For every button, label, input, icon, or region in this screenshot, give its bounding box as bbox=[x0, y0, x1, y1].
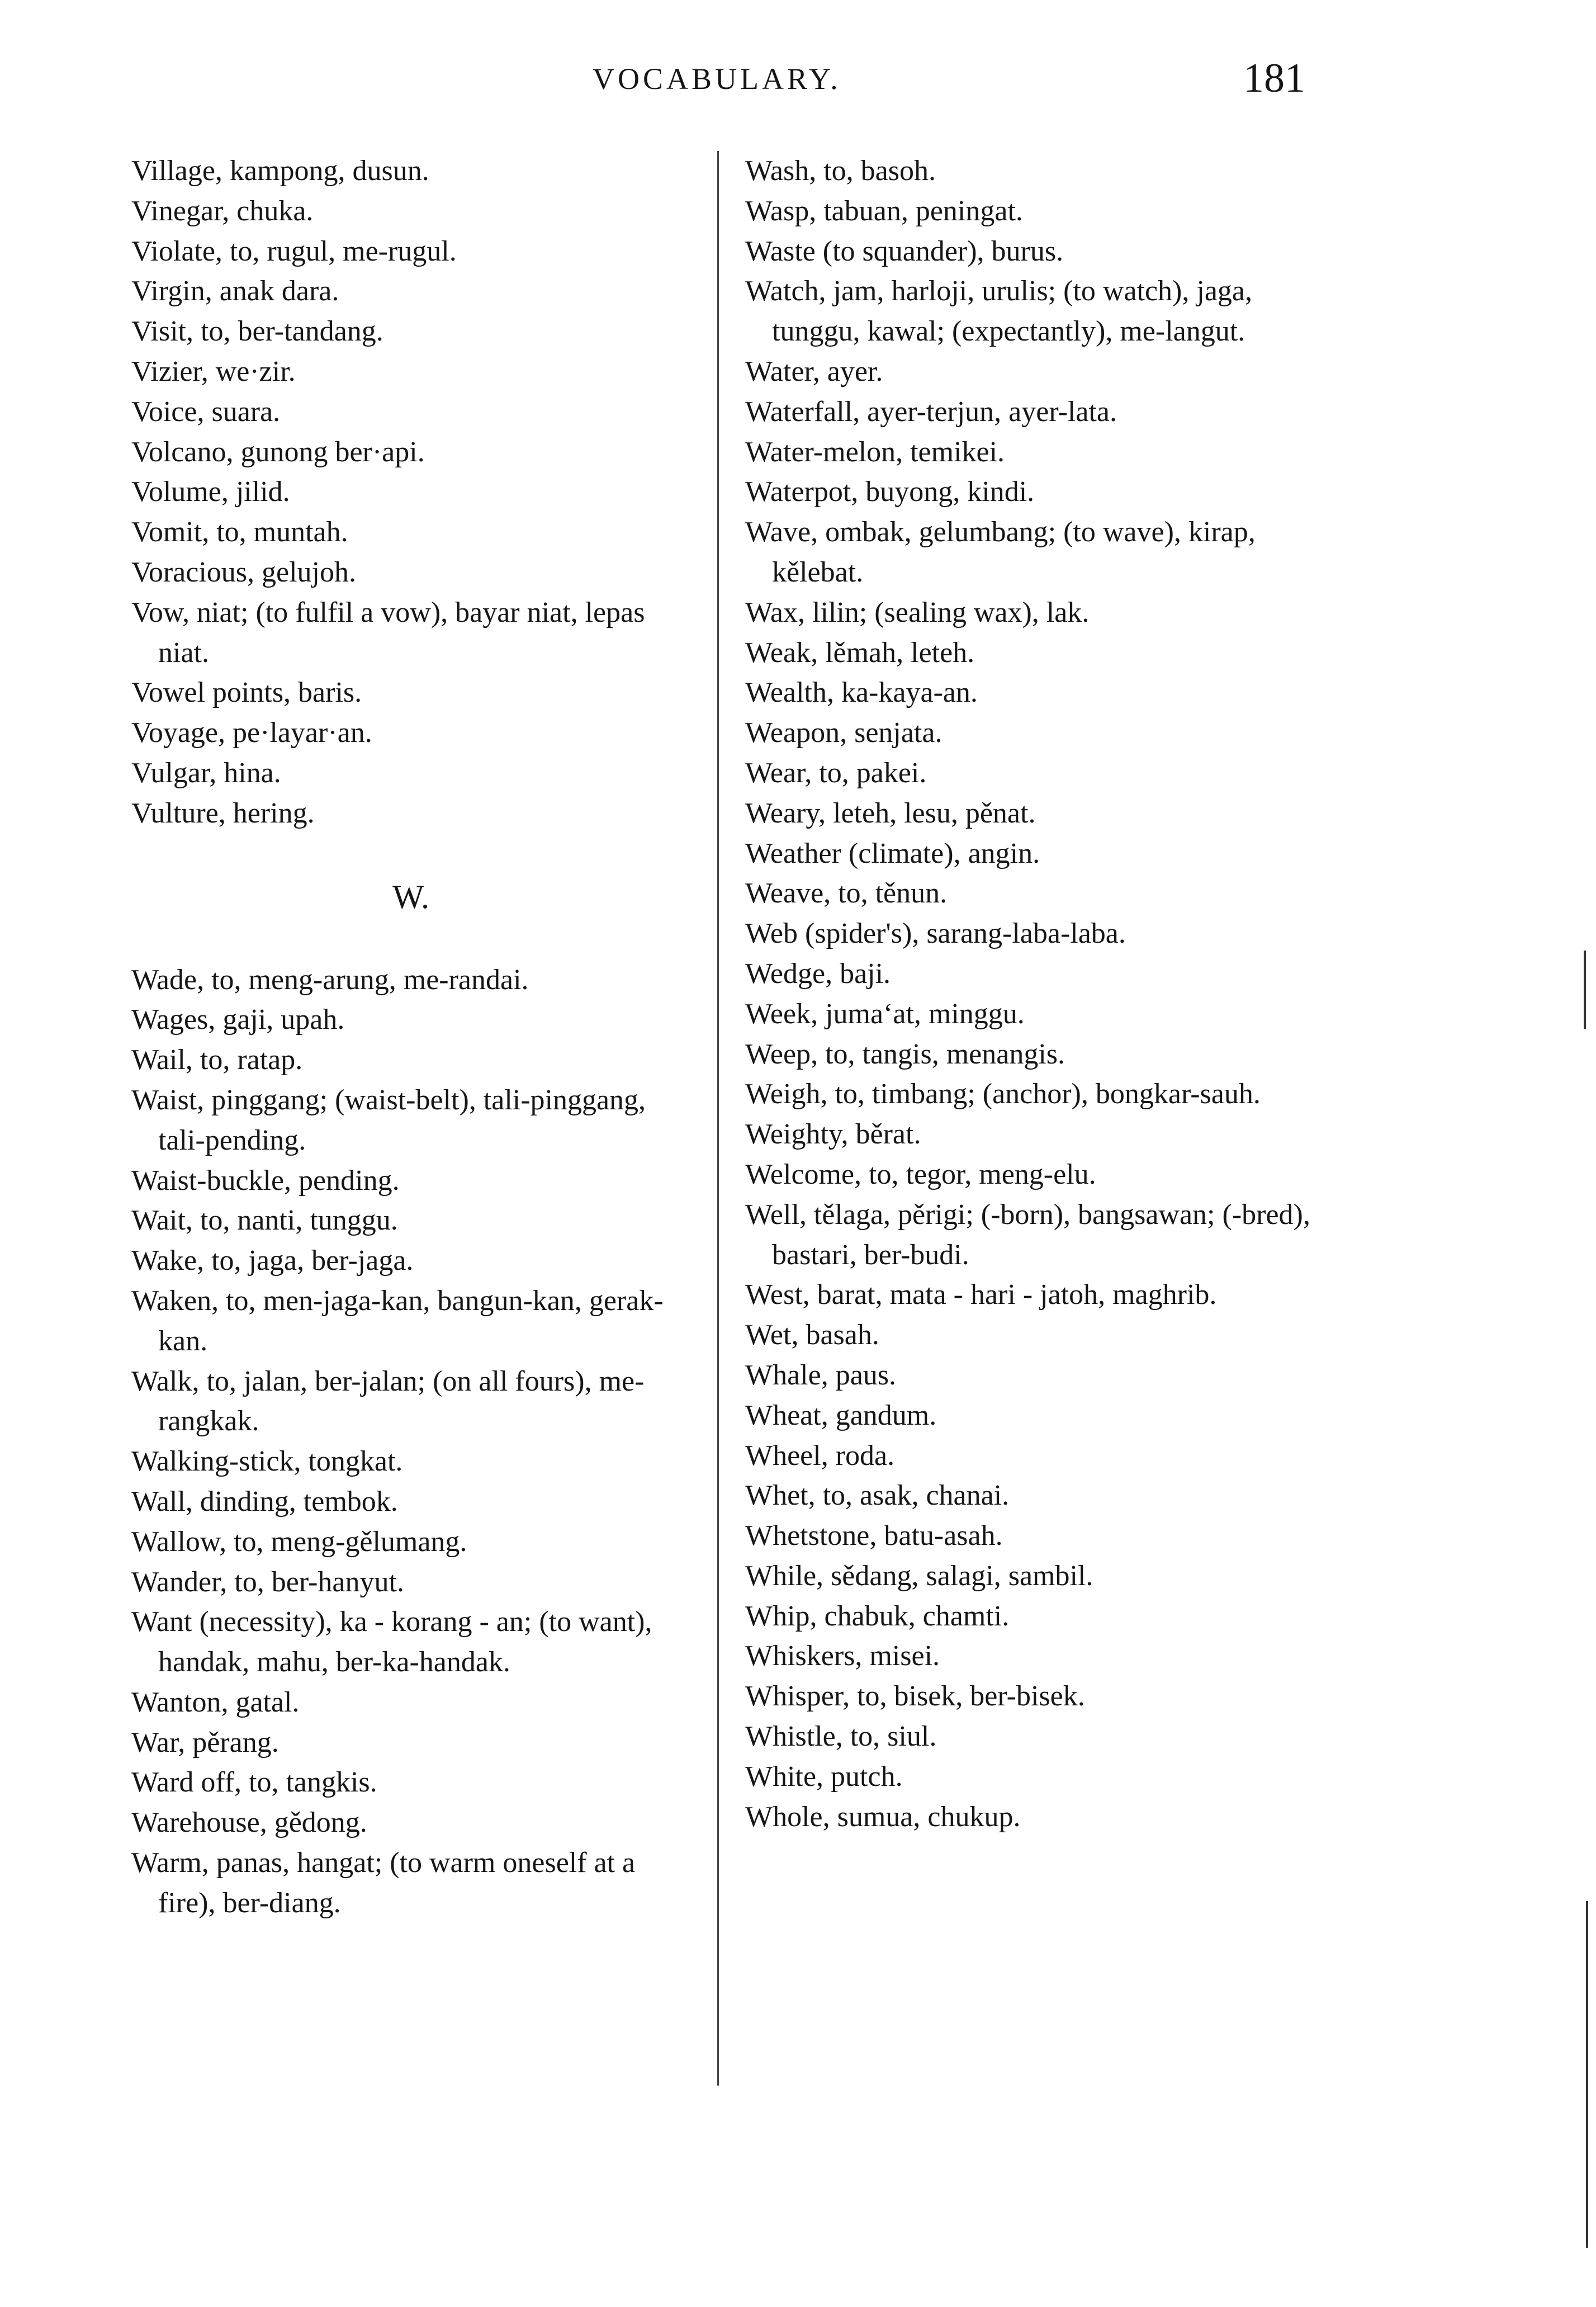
entry-weather: Weather (climate), angin. bbox=[745, 837, 1040, 869]
entry-wallow: Wallow, to, meng-gělumang. bbox=[131, 1525, 467, 1558]
entry-vinegar: Vinegar, chuka. bbox=[131, 195, 314, 227]
entry-wanton: Wanton, gatal. bbox=[131, 1686, 300, 1718]
entry-weave: Weave, to, těnun. bbox=[745, 877, 948, 910]
entry-want: Want (necessity), ka - korang - an; (to want), handak, mahu, ber-ka-handak. bbox=[131, 1606, 652, 1679]
entry-whale: Whale, paus. bbox=[745, 1359, 897, 1391]
entry-water-melon: Water-melon, temikei. bbox=[745, 436, 1005, 468]
right-column bbox=[745, 151, 1327, 1837]
entry-walk: Walk, to, jalan, ber-jalan; (on all fours), me-rangkak. bbox=[131, 1365, 645, 1438]
entry-wear: Wear, to, pakei. bbox=[745, 757, 927, 789]
entry-weep: Weep, to, tangis, menangis. bbox=[745, 1038, 1065, 1070]
entry-whistle: Whistle, to, siul. bbox=[745, 1720, 937, 1753]
entry-waste: Waste (to squander), burus. bbox=[745, 235, 1064, 267]
entry-volcano: Volcano, gunong ber·api. bbox=[131, 436, 425, 468]
column-divider bbox=[717, 151, 719, 2086]
entry-waterpot: Waterpot, buyong, kindi. bbox=[745, 476, 1035, 508]
entry-whip: Whip, chabuk, chamti. bbox=[745, 1600, 1010, 1632]
entry-weak: Weak, lěmah, leteh. bbox=[745, 636, 975, 669]
entry-virgin: Virgin, anak dara. bbox=[131, 275, 339, 308]
entry-whole: Whole, sumua, chukup. bbox=[745, 1800, 1021, 1833]
entry-walking-stick: Walking-stick, tongkat. bbox=[131, 1445, 403, 1478]
entry-wake: Wake, to, jaga, ber-jaga. bbox=[131, 1245, 414, 1277]
entry-welcome: Welcome, to, tegor, meng-elu. bbox=[745, 1158, 1096, 1190]
entry-wall: Wall, dinding, tembok. bbox=[131, 1485, 398, 1517]
entry-warehouse: Warehouse, gědong. bbox=[131, 1807, 367, 1839]
entry-whetstone: Whetstone, batu-asah. bbox=[745, 1520, 1003, 1552]
entry-voracious: Voracious, gelujoh. bbox=[131, 556, 356, 588]
entry-wave: Wave, ombak, gelumbang; (to wave), kirap, kělebat. bbox=[745, 516, 1256, 588]
entry-vowel-points: Vowel points, baris. bbox=[131, 677, 362, 709]
entry-waist: Waist, pinggang; (waist-belt), tali-pinggang, tali-pending. bbox=[131, 1084, 646, 1156]
entry-war: War, pěrang. bbox=[131, 1726, 279, 1758]
entry-weigh: Weigh, to, timbang; (anchor), bongkar-sauh. bbox=[745, 1078, 1261, 1110]
left-column bbox=[131, 151, 690, 1923]
entry-whiskers: Whiskers, misei. bbox=[745, 1640, 940, 1672]
entry-wash: Wash, to, basoh. bbox=[745, 155, 936, 187]
entry-wail: Wail, to, ratap. bbox=[131, 1044, 303, 1076]
running-head: VOCABULARY. bbox=[593, 62, 841, 96]
entry-volume: Volume, jilid. bbox=[131, 476, 290, 508]
entry-week: Week, juma‘at, minggu. bbox=[745, 998, 1025, 1030]
entry-wait: Wait, to, nanti, tunggu. bbox=[131, 1204, 398, 1237]
entry-water: Water, ayer. bbox=[745, 355, 883, 387]
entry-wheel: Wheel, roda. bbox=[745, 1439, 895, 1472]
entry-visit: Visit, to, ber-tandang. bbox=[131, 315, 383, 348]
v-entries bbox=[131, 151, 690, 834]
entry-voyage: Voyage, pe·layar·an. bbox=[131, 717, 372, 749]
entry-well: Well, tělaga, pěrigi; (-born), bangsawan; (-bred), bastari, ber-budi. bbox=[745, 1198, 1310, 1271]
entry-waist-buckle: Waist-buckle, pending. bbox=[131, 1164, 400, 1197]
page-edge-mark bbox=[1586, 1901, 1588, 2248]
entry-vizier: Vizier, we·zir. bbox=[131, 355, 296, 387]
entry-wet: Wet, basah. bbox=[745, 1319, 879, 1351]
entry-wealth: Wealth, ka-kaya-an. bbox=[745, 677, 978, 709]
entry-voice: Voice, suara. bbox=[131, 395, 281, 428]
entry-village: Village, kampong, dusun. bbox=[131, 155, 429, 187]
entry-waken: Waken, to, men-jaga-kan, bangun-kan, gerak-kan. bbox=[131, 1284, 664, 1357]
entry-web: Web (spider's), sarang-laba-laba. bbox=[745, 918, 1126, 950]
w-entries-left bbox=[131, 960, 690, 1923]
entry-whet: Whet, to, asak, chanai. bbox=[745, 1479, 1010, 1512]
entry-waterfall: Waterfall, ayer-terjun, ayer-lata. bbox=[745, 395, 1117, 428]
entry-weapon: Weapon, senjata. bbox=[745, 717, 943, 749]
entry-vulgar: Vulgar, hina. bbox=[131, 757, 281, 789]
entry-warm: Warm, panas, hangat; (to warm oneself at a fire), ber-diang. bbox=[131, 1847, 636, 1919]
entry-wages: Wages, gaji, upah. bbox=[131, 1004, 345, 1036]
entry-weighty: Weighty, běrat. bbox=[745, 1118, 921, 1151]
entry-west: West, barat, mata - hari - jatoh, maghrib. bbox=[745, 1279, 1217, 1311]
page-edge-mark bbox=[1584, 951, 1586, 1029]
entry-while: While, sědang, salagi, sambil. bbox=[745, 1559, 1093, 1592]
entry-wasp: Wasp, tabuan, peningat. bbox=[745, 195, 1023, 227]
entry-weary: Weary, leteh, lesu, pěnat. bbox=[745, 797, 1036, 829]
entry-vomit: Vomit, to, muntah. bbox=[131, 516, 348, 549]
entry-wedge: Wedge, baji. bbox=[745, 957, 891, 990]
page-number: 181 bbox=[1243, 55, 1305, 101]
entry-violate: Violate, to, rugul, me-rugul. bbox=[131, 235, 457, 267]
entry-wander: Wander, to, ber-hanyut. bbox=[131, 1566, 404, 1598]
entry-wax: Wax, lilin; (sealing wax), lak. bbox=[745, 596, 1090, 628]
section-letter-w: W. bbox=[392, 878, 430, 915]
entry-ward-off: Ward off, to, tangkis. bbox=[131, 1766, 377, 1799]
entry-wheat: Wheat, gandum. bbox=[745, 1399, 937, 1431]
entry-vulture: Vulture, hering. bbox=[131, 797, 315, 829]
entry-vow: Vow, niat; (to fulfil a vow), bayar niat, lepas niat. bbox=[131, 596, 645, 669]
entry-whisper: Whisper, to, bisek, ber-bisek. bbox=[745, 1680, 1085, 1713]
entry-watch: Watch, jam, harloji, urulis; (to watch), jaga, tunggu, kawal; (expectantly), me-langut. bbox=[745, 275, 1252, 348]
entry-wade: Wade, to, meng-arung, me-randai. bbox=[131, 963, 529, 996]
entry-white: White, putch. bbox=[745, 1760, 903, 1793]
